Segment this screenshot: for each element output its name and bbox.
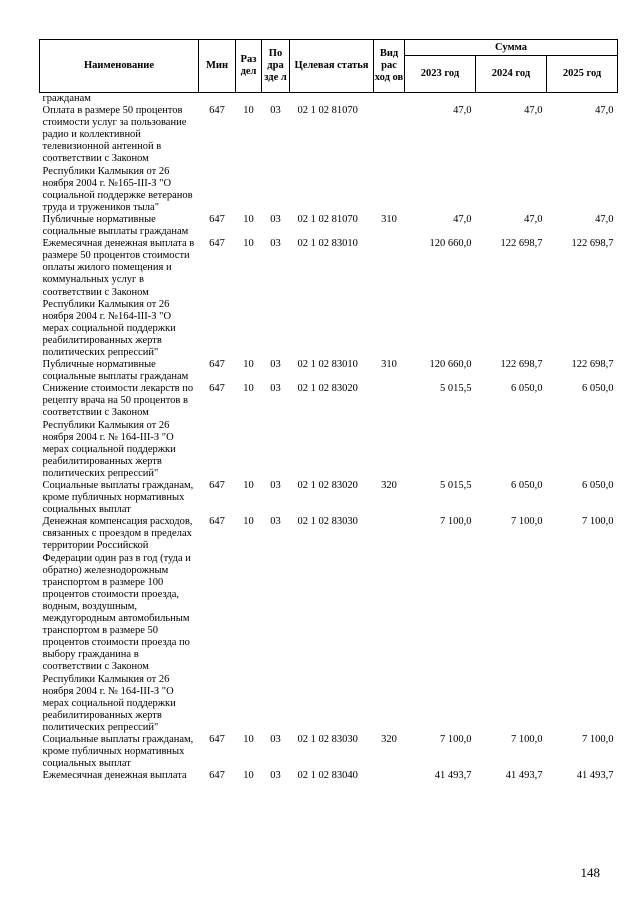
cell-min: 647 xyxy=(209,238,225,250)
cell-2023: 47,0 xyxy=(453,213,472,225)
header-year-2023: 2023 год xyxy=(405,56,476,93)
table-row xyxy=(40,214,618,238)
carry-over-row xyxy=(40,93,618,106)
cell-min: 647 xyxy=(209,359,225,371)
cell-podrazdel: 03 xyxy=(270,516,281,528)
cell-target: 02 1 02 83010 xyxy=(297,238,358,250)
cell-vid xyxy=(374,238,405,359)
cell-target: 02 1 02 83010 xyxy=(297,359,358,371)
cell-2024: 7 100,0 xyxy=(511,516,543,528)
header-year-2025: 2025 год xyxy=(547,56,618,93)
cell-vid: 320 xyxy=(381,733,397,745)
table-row xyxy=(40,770,618,782)
cell-razdel: 10 xyxy=(243,105,254,117)
carry-over-text: гражданам xyxy=(42,93,91,104)
cell-min: 647 xyxy=(209,770,225,782)
cell-vid xyxy=(374,770,405,782)
cell-target: 02 1 02 81070 xyxy=(297,213,358,225)
table-body xyxy=(40,93,618,783)
cell-min: 647 xyxy=(209,213,225,225)
cell-target: 02 1 02 83030 xyxy=(297,733,358,745)
carry-over-empty xyxy=(199,93,618,106)
table-row xyxy=(40,734,618,770)
cell-vid xyxy=(374,516,405,734)
cell-target: 02 1 02 83040 xyxy=(297,770,358,782)
cell-name: Публичные нормативные социальные выплаты гражданам xyxy=(42,213,189,238)
budget-table xyxy=(39,39,618,782)
cell-name: Социальные выплаты гражданам, кроме публичных нормативных социальных выплат xyxy=(42,480,194,516)
cell-razdel: 10 xyxy=(243,359,254,371)
header-razdel: Раз дел xyxy=(236,40,262,93)
header-vid: Вид рас ход ов xyxy=(374,40,405,93)
cell-2025: 6 050,0 xyxy=(582,480,614,491)
cell-name: Публичные нормативные социальные выплаты гражданам xyxy=(42,359,189,383)
cell-podrazdel: 03 xyxy=(270,213,281,225)
cell-min: 647 xyxy=(209,480,225,491)
cell-podrazdel: 03 xyxy=(270,359,281,371)
cell-2025: 7 100,0 xyxy=(582,733,614,745)
header-podrazdel: По дра зде л xyxy=(262,40,290,93)
table-row xyxy=(40,105,618,214)
cell-vid: 310 xyxy=(381,213,397,225)
cell-2024: 6 050,0 xyxy=(511,383,543,395)
cell-name: Ежемесячная денежная выплата в размере 50 процентов стоимости оплаты жилого помещения и коммунальных услуг в соответствии с Законом Республики Калмыкия от 26 ноября 2004 г. №164-III-З "О мерах социальной поддержки реабилитированных жертв политических репрессий" xyxy=(42,238,195,358)
table-header xyxy=(40,40,618,93)
cell-2024: 7 100,0 xyxy=(511,733,543,745)
cell-2023: 5 015,5 xyxy=(440,383,472,395)
cell-2025: 47,0 xyxy=(595,105,614,117)
cell-podrazdel: 03 xyxy=(270,480,281,491)
cell-2023: 120 660,0 xyxy=(429,359,472,371)
cell-min: 647 xyxy=(209,733,225,745)
header-target: Целевая статья xyxy=(290,40,374,93)
cell-name: Денежная компенсация расходов, связанных с проездом в пределах территории Российской Федерации один раз в год (туда и обратно) железнодорожным транспортом в размере 100 процентов стоимости проезда, водным, воздушным, междугородным автомобильным транспортом в размере 50 процентов стоимости проезда по выбору гражданина в соответствии с Законом Республики Калмыкия от 26 ноября 2004 г. № 164-III-З "О мерах социальной поддержки реабилитированных жертв политических репрессий" xyxy=(42,516,193,733)
cell-2023: 7 100,0 xyxy=(440,516,472,528)
cell-razdel: 10 xyxy=(243,213,254,225)
cell-target: 02 1 02 83020 xyxy=(297,480,358,491)
table-row xyxy=(40,383,618,480)
table-row xyxy=(40,238,618,359)
cell-podrazdel: 03 xyxy=(270,733,281,745)
cell-2025: 47,0 xyxy=(595,213,614,225)
header-sum: Сумма xyxy=(405,40,618,56)
cell-podrazdel: 03 xyxy=(270,383,281,395)
cell-2025: 122 698,7 xyxy=(571,359,614,371)
cell-razdel: 10 xyxy=(243,733,254,745)
table-row xyxy=(40,480,618,516)
cell-vid: 320 xyxy=(381,480,397,491)
cell-2023: 120 660,0 xyxy=(429,238,472,250)
cell-min: 647 xyxy=(209,105,225,117)
cell-2024: 41 493,7 xyxy=(505,770,543,782)
cell-2025: 41 493,7 xyxy=(576,770,614,782)
cell-2023: 41 493,7 xyxy=(434,770,472,782)
cell-2025: 7 100,0 xyxy=(582,516,614,528)
cell-vid: 310 xyxy=(381,359,397,371)
cell-razdel: 10 xyxy=(243,383,254,395)
table-row xyxy=(40,516,618,734)
cell-name: Ежемесячная денежная выплата xyxy=(42,770,187,782)
cell-2024: 122 698,7 xyxy=(500,359,543,371)
cell-2023: 5 015,5 xyxy=(440,480,472,491)
cell-vid xyxy=(374,105,405,214)
cell-2024: 6 050,0 xyxy=(511,480,543,491)
cell-podrazdel: 03 xyxy=(270,238,281,250)
cell-target: 02 1 02 83020 xyxy=(297,383,358,395)
cell-vid xyxy=(374,383,405,480)
cell-2024: 47,0 xyxy=(524,105,543,117)
cell-razdel: 10 xyxy=(243,770,254,782)
cell-2023: 7 100,0 xyxy=(440,733,472,745)
cell-podrazdel: 03 xyxy=(270,105,281,117)
cell-2025: 122 698,7 xyxy=(571,238,614,250)
cell-razdel: 10 xyxy=(243,516,254,528)
cell-min: 647 xyxy=(209,383,225,395)
cell-2025: 6 050,0 xyxy=(582,383,614,395)
cell-razdel: 10 xyxy=(243,480,254,491)
cell-target: 02 1 02 81070 xyxy=(297,105,358,117)
table-row xyxy=(40,359,618,383)
cell-min: 647 xyxy=(209,516,225,528)
cell-name: Снижение стоимости лекарств по рецепту врача на 50 процентов в соответствии с Законом Республики Калмыкия от 26 ноября 2004 г. № 164-III-З "О мерах социальной поддержки реабилитированных жертв политических репрессий" xyxy=(42,383,194,479)
budget-table-container xyxy=(39,39,617,782)
header-name: Наименование xyxy=(40,40,199,93)
cell-podrazdel: 03 xyxy=(270,770,281,782)
cell-2024: 47,0 xyxy=(524,213,543,225)
cell-name: Социальные выплаты гражданам, кроме публичных нормативных социальных выплат xyxy=(42,733,194,770)
cell-2023: 47,0 xyxy=(453,105,472,117)
page-number: 148 xyxy=(580,865,600,880)
cell-razdel: 10 xyxy=(243,238,254,250)
cell-target: 02 1 02 83030 xyxy=(297,516,358,528)
cell-name: Оплата в размере 50 процентов стоимости услуг за пользование радио и коллективной телевизионной антенной в соответствии с Законом Республики Калмыкия от 26 ноября 2004 г. №165-III-З "О социальной поддержке ветеранов труда и тружеников тыла" xyxy=(42,105,193,213)
header-year-2024: 2024 год xyxy=(476,56,547,93)
header-min: Мин xyxy=(199,40,236,93)
cell-2024: 122 698,7 xyxy=(500,238,543,250)
